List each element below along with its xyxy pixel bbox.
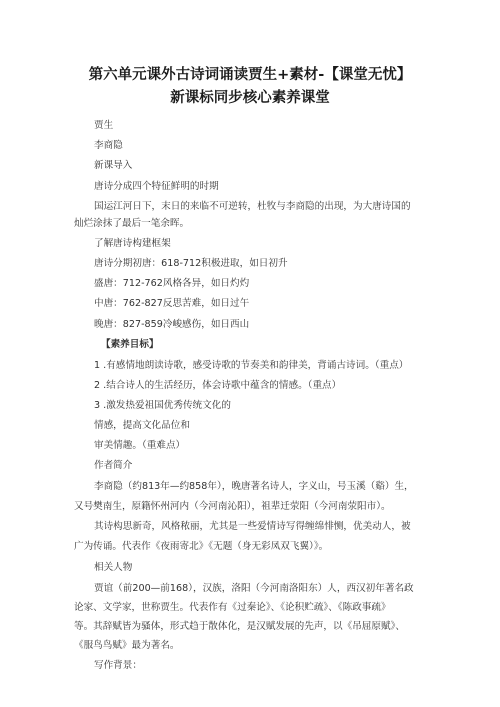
text-line: 盛唐：712-762风格各异，如日灼灼: [94, 278, 250, 289]
text-line: 等。其辞赋皆为骚体，形式趋于散体化，是汉赋发展的先声，以《吊屈原赋》、: [74, 621, 405, 632]
text-line: 审美情趣。（重难点）: [94, 440, 186, 451]
document-title-line-1: 第六单元课外古诗词诵读贾生+素材-【课堂无忧】: [88, 67, 412, 83]
text-line: 作者简介: [94, 460, 133, 471]
text-line: 唐诗分成四个特征鲜明的时期: [94, 181, 219, 192]
text-line: 3 .激发热爱祖国优秀传统文化的: [94, 400, 231, 411]
text-line: 了解唐诗构建框架: [94, 238, 171, 249]
text-line: 李商隐（约813年—约858年），晚唐著名诗人，字义山，号玉溪（谿）生，: [94, 481, 414, 492]
text-line: 其诗构思新奇，风格秾丽，尤其是一些爱情诗写得缠绵悱恻，优美动人，被: [94, 521, 411, 532]
text-line: 中唐：762-827反思苦难，如日过午: [94, 298, 250, 309]
section-heading: 【素养目标】: [101, 339, 159, 350]
text-line: 情感，提高文化品位和: [94, 420, 190, 431]
text-line: 贾生: [94, 120, 114, 131]
text-line: 写作背景：: [94, 660, 142, 671]
text-line: 又号樊南生，原籍怀州河内（今河南沁阳），祖辈迁荥阳（今河南荥阳市）。: [74, 501, 391, 512]
text-line: 相关人物: [94, 562, 133, 573]
text-line: 晚唐：827-859冷峻感伤，如日西山: [94, 319, 250, 330]
text-line: 论家、文学家，世称贾生。代表作有《过秦论》、《论积贮疏》、《陈政事疏》: [74, 602, 391, 613]
text-line: 国运江河日下，末日的来临不可逆转，杜牧与李商隐的出现，为大唐诗国的: [94, 201, 411, 212]
text-line: 《服鸟鸟赋》最为著名。: [74, 640, 180, 651]
text-line: 贾谊（前200—前168），汉族，洛阳（今河南洛阳东）人，西汉初年著名政: [94, 583, 414, 594]
text-line: 唐诗分期初唐：618-712积极进取，如日初升: [94, 258, 288, 269]
text-line: 2 .结合诗人的生活经历，体会诗歌中蕴含的情感。（重点）: [94, 380, 342, 391]
text-line: 灿烂涂抹了最后一笔余晖。: [74, 218, 190, 229]
text-line: 新课导入: [94, 160, 133, 171]
document-title-line-2: 新课标同步核心素养课堂: [170, 90, 330, 106]
text-line: 1 .有感情地朗读诗歌，感受诗歌的节奏美和韵律美，背诵古诗词。（重点）: [94, 360, 409, 371]
text-line: 李商隐: [94, 140, 123, 151]
text-line: 广为传诵。代表作《夜雨寄北》《无题（身无彩凤双飞翼）》。: [74, 541, 329, 552]
